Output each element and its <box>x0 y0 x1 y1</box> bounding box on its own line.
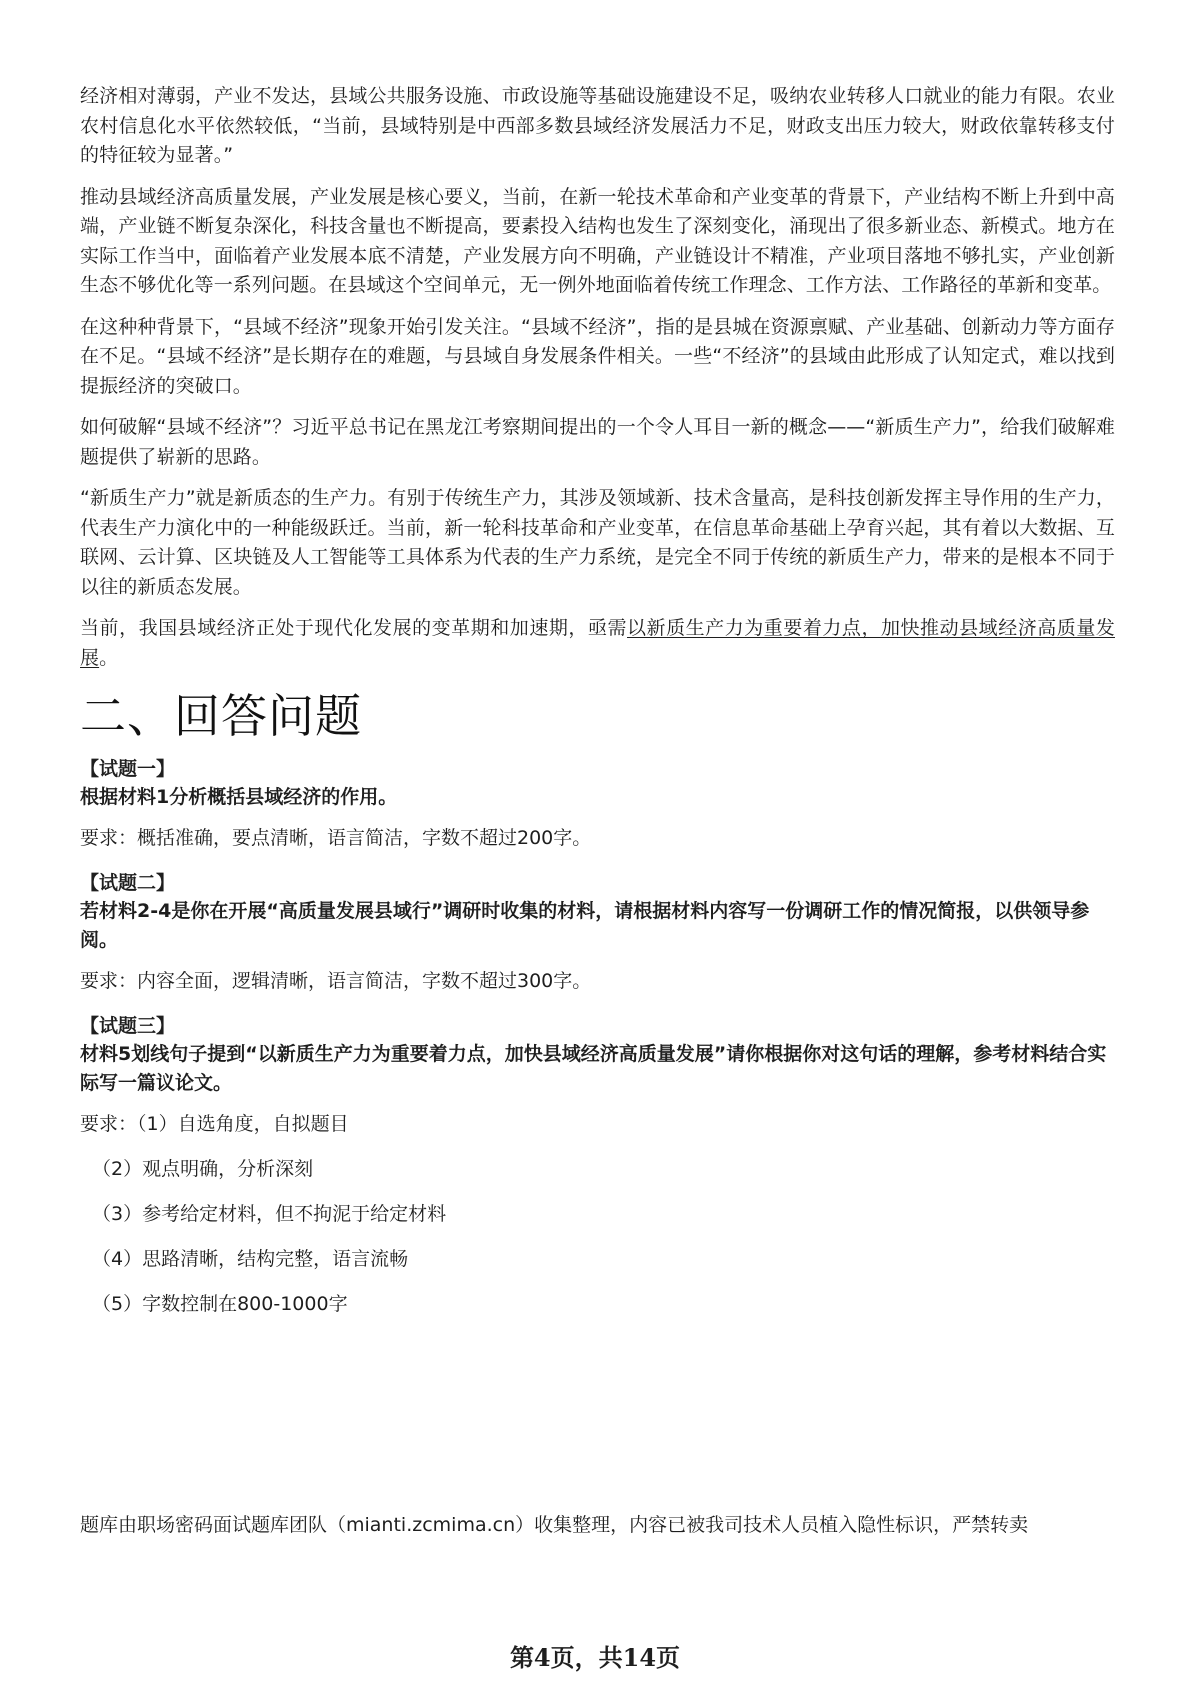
page-number: 第4页，共14页 <box>509 1643 681 1672</box>
question-3 <box>80 1012 1115 1319</box>
question-3-requirement-list <box>80 1155 1115 1319</box>
question-3-label: 【试题三】 <box>80 1015 176 1037</box>
paragraph-3: 在这种种背景下，“县域不经济”现象开始引发关注。“县域不经济”，指的是县城在资源禀赋、产业基础、创新动力等方面存在不足。“县域不经济”是长期存在的难题，与县域自身发展条件相关。一些“不经济”的县域由此形成了认知定式，难以找到提振经济的突破口。 <box>80 315 1115 397</box>
list-item: （2）观点明确，分析深刻 <box>92 1158 314 1180</box>
document-body <box>80 82 1115 1335</box>
section-heading: 二、回答问题 <box>80 689 362 743</box>
paragraph-6-end: 。 <box>99 646 119 669</box>
paragraph-1: 经济相对薄弱，产业不发达，县域公共服务设施、市政设施等基础设施建设不足，吸纳农业转移人口就业的能力有限。农业农村信息化水平依然较低，“当前，县域特别是中西部多数县域经济发展活力不足，财政支出压力较大，财政依靠转移支付的特征较为显著。” <box>80 85 1115 166</box>
question-1-label: 【试题一】 <box>80 758 176 780</box>
list-item: （3）参考给定材料，但不拘泥于给定材料 <box>92 1203 447 1225</box>
paragraph-5: “新质生产力”就是新质态的生产力。有别于传统生产力，其涉及领域新、技术含量高，是科技创新发挥主导作用的生产力，代表生产力演化中的一种能级跃迁。当前，新一轮科技革命和产业变革，在信息革命基础上孕育兴起，其有着以大数据、互联网、云计算、区块链及人工智能等工具体系为代表的生产力系统，是完全不同于传统的新质生产力，带来的是根本不同于以往的新质态发展。 <box>80 487 1115 598</box>
list-item: （4）思路清晰，结构完整，语言流畅 <box>92 1248 409 1270</box>
underlined-sentence: 以新质生产力为重要着力点，加快推动县域经济高质量发展 <box>80 617 1115 669</box>
question-1-requirement: 要求：概括准确，要点清晰，语言简洁，字数不超过200字。 <box>80 827 592 849</box>
question-1-text: 根据材料1分析概括县域经济的作用。 <box>80 786 398 808</box>
question-3-text: 材料5划线句子提到“以新质生产力为重要着力点，加快县域经济高质量发展”请你根据你对这句话的理解，参考材料结合实际写一篇议论文。 <box>80 1043 1107 1094</box>
question-1 <box>80 755 1115 853</box>
list-item: （5）字数控制在800-1000字 <box>92 1293 348 1315</box>
copyright-note: 题库由职场密码面试题库团队（mianti.zcmima.cn）收集整理，内容已被我司技术人员植入隐性标识，严禁转卖 <box>80 1514 1029 1536</box>
paragraph-2: 推动县域经济高质量发展，产业发展是核心要义，当前，在新一轮技术革命和产业变革的背景下，产业结构不断上升到中高端，产业链不断复杂深化，科技含量也不断提高，要素投入结构也发生了深刻变化，涌现出了很多新业态、新模式。地方在实际工作当中，面临着产业发展本底不清楚，产业发展方向不明确，产业链设计不精准，产业项目落地不够扎实，产业创新生态不够优化等一系列问题。在县域这个空间单元，无一例外地面临着传统工作理念、工作方法、工作路径的革新和变革。 <box>80 185 1115 296</box>
question-2-requirement: 要求：内容全面，逻辑清晰，语言简洁，字数不超过300字。 <box>80 970 592 992</box>
question-3-requirement: 要求：（1）自选角度，自拟题目 <box>80 1113 349 1135</box>
question-2-text: 若材料2-4是你在开展“高质量发展县域行”调研时收集的材料，请根据材料内容写一份调研工作的情况简报，以供领导参阅。 <box>80 900 1090 951</box>
paragraph-4: 如何破解“县域不经济”？习近平总书记在黑龙江考察期间提出的一个令人耳目一新的概念——“新质生产力”，给我们破解难题提供了崭新的思路。 <box>80 416 1115 468</box>
question-2-label: 【试题二】 <box>80 872 176 894</box>
paragraph-6-start: 当前，我国县域经济正处于现代化发展的变革期和加速期，亟需 <box>80 617 628 639</box>
question-2 <box>80 869 1115 996</box>
paragraph-6 <box>80 614 1115 673</box>
